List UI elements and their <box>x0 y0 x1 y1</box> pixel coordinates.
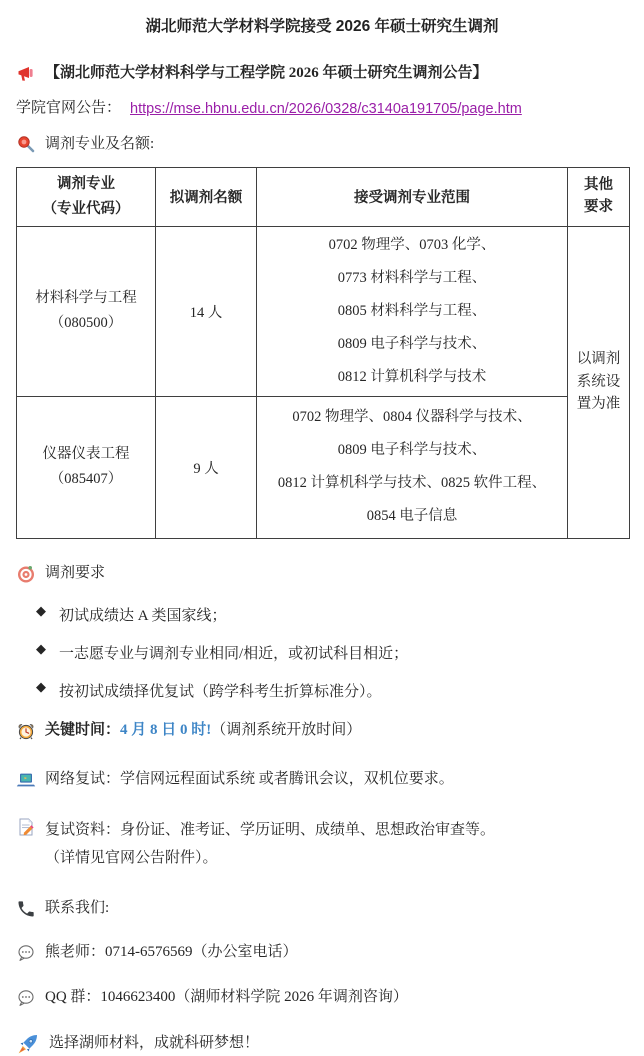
diamond-bullet-icon: ◆ <box>36 641 46 657</box>
alarm-clock-icon <box>16 721 36 741</box>
memo-pencil-icon <box>16 817 36 837</box>
table-row <box>17 396 630 538</box>
qq-contact-line <box>16 988 628 1008</box>
requirement-item: ◆ 初试成绩达 A 类国家线； <box>36 603 227 624</box>
requirements-heading: 调剂要求 <box>45 564 106 581</box>
header-quota: 拟调剂名额 <box>156 167 257 226</box>
official-site-line <box>16 99 628 119</box>
announcement-line <box>16 64 628 84</box>
official-site-label: 学院官网公告： <box>16 100 122 116</box>
other-requirement-cell: 以调剂系统设置为准 <box>568 226 630 538</box>
official-site-link[interactable]: https://mse.hbnu.edu.cn/2026/0328/c3140a191705/page.htm <box>130 100 522 117</box>
contact-heading-line <box>16 899 628 919</box>
requirement-item: ◆ 按初试成绩择优复试（跨学科考生折算标准分）。 <box>36 679 382 700</box>
key-time-line <box>16 721 628 741</box>
accepted-cell: 0702 物理学、0804 仪器科学与技术、 0809 电子科学与技术、 0812 计算机科学与技术、0825 软件工程、 0854 电子信息 <box>257 396 568 538</box>
qq-contact: QQ 群：1046623400（湖师材料学院 2026 年调剂咨询） <box>45 988 408 1005</box>
accepted-cell: 0702 物理学、0703 化学、 0773 材料科学与工程、 0805 材料科学与工程、 0809 电子科学与技术、 0812 计算机科学与技术 <box>257 226 568 396</box>
contact-heading: 联系我们: <box>45 899 110 916</box>
diamond-bullet-icon: ◆ <box>36 679 46 695</box>
page-title: 湖北师范大学材料学院接受 2026 年硕士研究生调剂 <box>145 18 499 35</box>
quota-cell: 14 人 <box>156 226 257 396</box>
requirements-heading-line <box>16 564 628 584</box>
network-interview-text: 网络复试：学信网远程面试系统 或者腾讯会议，双机位要求。 <box>45 770 454 787</box>
key-time-label: 关键时间： <box>45 721 121 738</box>
majors-heading-line <box>16 135 628 155</box>
target-icon <box>16 564 36 584</box>
diamond-bullet-icon: ◆ <box>36 603 46 619</box>
laptop-icon <box>16 770 36 790</box>
requirements-list <box>36 604 628 701</box>
header-accepted: 接受调剂专业范围 <box>257 167 568 226</box>
rocket-icon <box>16 1032 40 1056</box>
megaphone-icon <box>16 64 36 84</box>
major-cell: 仪器仪表工程 （085407） <box>17 396 156 538</box>
speech-bubble-icon <box>16 943 36 963</box>
slogan-line <box>16 1032 628 1056</box>
materials-text: 复试资料：身份证、准考证、学历证明、成绩单、思想政治审查等。 <box>45 821 496 838</box>
teacher-contact-line <box>16 943 628 963</box>
network-interview-line <box>16 770 628 790</box>
quota-cell: 9 人 <box>156 396 257 538</box>
majors-heading: 调剂专业及名额: <box>45 135 155 152</box>
requirement-item: ◆ 一志愿专业与调剂专业相同/相近，或初试科目相近； <box>36 641 409 662</box>
key-time-note: （调剂系统开放时间） <box>211 721 362 738</box>
adjustment-table <box>16 167 630 539</box>
speech-bubble-icon <box>16 988 36 1008</box>
header-other: 其他 要求 <box>568 167 630 226</box>
slogan-text: 选择湖师材料，成就科研梦想！ <box>49 1034 260 1051</box>
magnifier-icon <box>16 135 36 155</box>
phone-icon <box>16 899 36 919</box>
teacher-contact: 熊老师：0714-6576569（办公室电话） <box>45 943 298 960</box>
materials-note: （详情见官网公告附件）。 <box>45 849 218 866</box>
header-major: 调剂专业 （专业代码） <box>17 167 156 226</box>
table-header-row <box>17 167 630 226</box>
announcement-text: 【湖北师范大学材料科学与工程学院 2026 年硕士研究生调剂公告】 <box>45 65 488 82</box>
table-row <box>17 226 630 396</box>
major-cell: 材料科学与工程 （080500） <box>17 226 156 396</box>
key-time-value: 4 月 8 日 0 时! <box>120 721 212 738</box>
materials-line <box>16 816 628 872</box>
